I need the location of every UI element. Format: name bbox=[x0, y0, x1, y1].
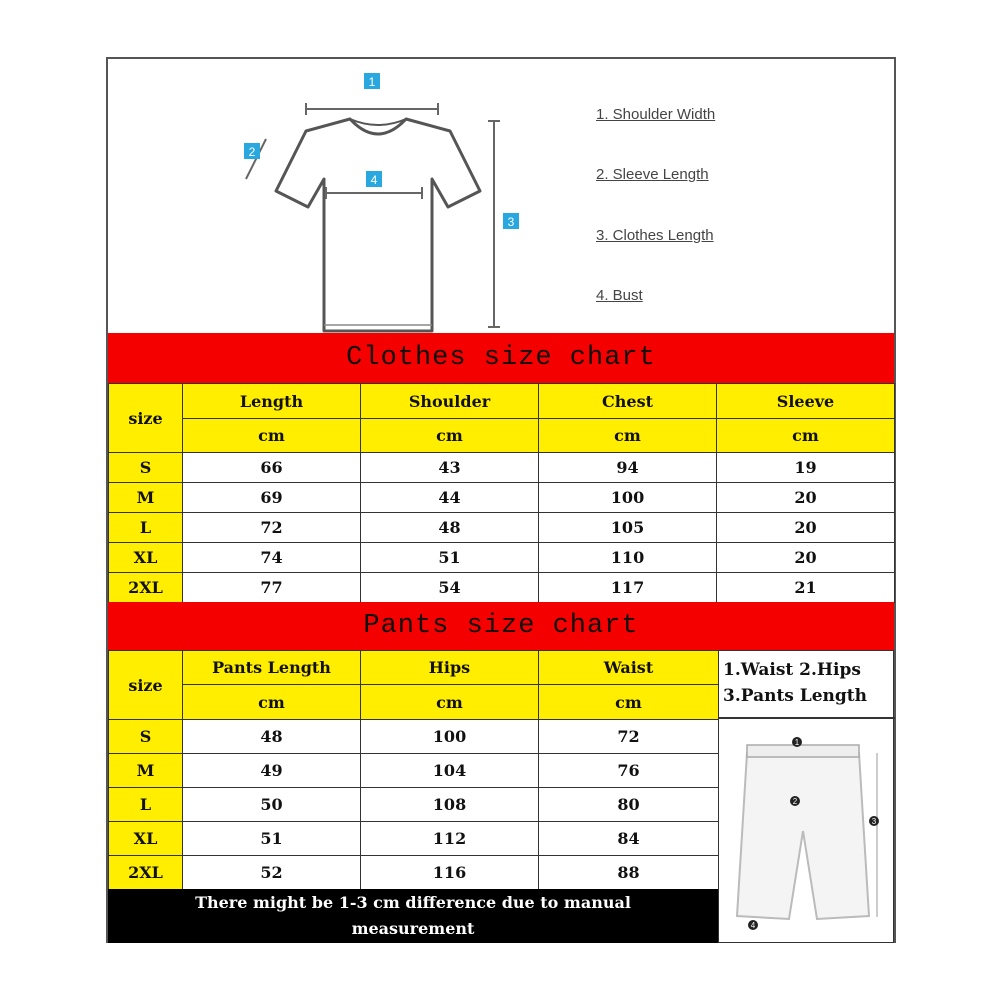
value-cell: 88 bbox=[539, 856, 719, 890]
unit-cell: cm bbox=[183, 419, 361, 453]
value-cell: 54 bbox=[361, 573, 539, 603]
marker-pants-length: 3 bbox=[871, 817, 877, 826]
value-cell: 48 bbox=[361, 513, 539, 543]
value-cell: 20 bbox=[717, 483, 895, 513]
legend-item-2: 2. Sleeve Length bbox=[596, 166, 709, 183]
size-cell: L bbox=[109, 513, 183, 543]
pants-chart-title: Pants size chart bbox=[108, 602, 894, 650]
table-row bbox=[109, 822, 719, 856]
value-cell: 110 bbox=[539, 543, 717, 573]
tshirt-diagram bbox=[218, 69, 538, 337]
size-cell: L bbox=[109, 788, 183, 822]
value-cell: 48 bbox=[183, 720, 361, 754]
table-row bbox=[109, 573, 895, 603]
table-row bbox=[109, 513, 895, 543]
table-row bbox=[109, 856, 719, 890]
size-cell: 2XL bbox=[109, 573, 183, 603]
disclaimer-note bbox=[108, 889, 718, 943]
value-cell: 44 bbox=[361, 483, 539, 513]
value-cell: 116 bbox=[361, 856, 539, 890]
value-cell: 72 bbox=[539, 720, 719, 754]
size-cell: M bbox=[109, 483, 183, 513]
pants-size-header: size bbox=[109, 651, 183, 720]
pants-col-length: Pants Length bbox=[183, 651, 361, 685]
value-cell: 51 bbox=[183, 822, 361, 856]
size-cell: S bbox=[109, 453, 183, 483]
value-cell: 51 bbox=[361, 543, 539, 573]
unit-cell: cm bbox=[539, 419, 717, 453]
value-cell: 80 bbox=[539, 788, 719, 822]
marker-length: 3 bbox=[507, 215, 515, 229]
unit-cell: cm bbox=[539, 685, 719, 720]
legend-item-4: 4. Bust bbox=[596, 287, 643, 304]
clothes-col-chest: Chest bbox=[539, 384, 717, 419]
value-cell: 49 bbox=[183, 754, 361, 788]
value-cell: 72 bbox=[183, 513, 361, 543]
clothes-size-table bbox=[108, 383, 895, 603]
unit-cell: cm bbox=[183, 685, 361, 720]
value-cell: 94 bbox=[539, 453, 717, 483]
value-cell: 84 bbox=[539, 822, 719, 856]
marker-sleeve: 2 bbox=[248, 145, 256, 159]
value-cell: 20 bbox=[717, 513, 895, 543]
shorts-outline-icon bbox=[737, 753, 869, 919]
value-cell: 77 bbox=[183, 573, 361, 603]
pants-legend-panel bbox=[718, 650, 894, 943]
value-cell: 100 bbox=[361, 720, 539, 754]
size-cell: XL bbox=[109, 543, 183, 573]
marker-shoulder: 1 bbox=[368, 75, 376, 89]
value-cell: 104 bbox=[361, 754, 539, 788]
value-cell: 19 bbox=[717, 453, 895, 483]
value-cell: 21 bbox=[717, 573, 895, 603]
marker-hips: 2 bbox=[792, 797, 798, 806]
legend-item-1: 1. Shoulder Width bbox=[596, 106, 716, 123]
unit-cell: cm bbox=[717, 419, 895, 453]
table-row bbox=[109, 543, 895, 573]
pants-col-waist: Waist bbox=[539, 651, 719, 685]
table-row bbox=[109, 720, 719, 754]
size-cell: 2XL bbox=[109, 856, 183, 890]
value-cell: 112 bbox=[361, 822, 539, 856]
pants-legend-line-2: 3.Pants Length bbox=[723, 686, 868, 706]
pants-col-hips: Hips bbox=[361, 651, 539, 685]
clothes-chart-title: Clothes size chart bbox=[108, 333, 894, 383]
size-cell: S bbox=[109, 720, 183, 754]
value-cell: 69 bbox=[183, 483, 361, 513]
value-cell: 52 bbox=[183, 856, 361, 890]
size-cell: XL bbox=[109, 822, 183, 856]
value-cell: 100 bbox=[539, 483, 717, 513]
size-cell: M bbox=[109, 754, 183, 788]
pants-legend-line-1: 1.Waist 2.Hips bbox=[723, 660, 861, 680]
table-row bbox=[109, 754, 719, 788]
table-row bbox=[109, 453, 895, 483]
shorts-diagram bbox=[729, 731, 889, 936]
value-cell: 108 bbox=[361, 788, 539, 822]
marker-leg-opening: 4 bbox=[750, 921, 756, 930]
size-chart-sheet bbox=[106, 57, 896, 943]
marker-bust: 4 bbox=[370, 173, 378, 187]
disclaimer-line-2: measurement bbox=[351, 919, 475, 938]
value-cell: 74 bbox=[183, 543, 361, 573]
value-cell: 76 bbox=[539, 754, 719, 788]
value-cell: 117 bbox=[539, 573, 717, 603]
clothes-col-sleeve: Sleeve bbox=[717, 384, 895, 419]
clothes-col-shoulder: Shoulder bbox=[361, 384, 539, 419]
marker-waist: 1 bbox=[794, 738, 800, 747]
pants-size-table bbox=[108, 650, 719, 890]
value-cell: 66 bbox=[183, 453, 361, 483]
unit-cell: cm bbox=[361, 419, 539, 453]
disclaimer-line-1: There might be 1-3 cm difference due to manual bbox=[195, 893, 631, 912]
value-cell: 50 bbox=[183, 788, 361, 822]
value-cell: 43 bbox=[361, 453, 539, 483]
clothes-col-length: Length bbox=[183, 384, 361, 419]
unit-cell: cm bbox=[361, 685, 539, 720]
table-row bbox=[109, 788, 719, 822]
clothes-size-header: size bbox=[109, 384, 183, 453]
tshirt-outline-icon bbox=[276, 119, 480, 331]
value-cell: 105 bbox=[539, 513, 717, 543]
value-cell: 20 bbox=[717, 543, 895, 573]
legend-item-3: 3. Clothes Length bbox=[596, 227, 714, 244]
table-row bbox=[109, 483, 895, 513]
